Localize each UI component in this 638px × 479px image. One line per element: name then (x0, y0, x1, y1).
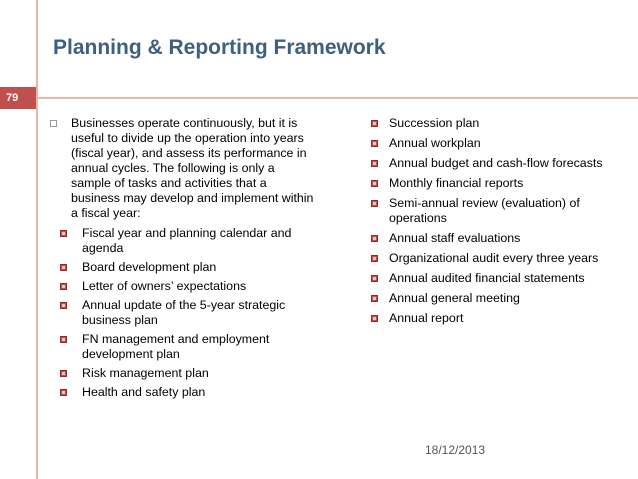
list-item-text: Letter of owners’ expectations (82, 279, 247, 293)
square-bullet-icon (371, 140, 378, 147)
square-bullet-icon (60, 370, 67, 377)
square-bullet-icon (371, 200, 378, 207)
horizontal-rule (36, 97, 638, 99)
list-item (60, 260, 314, 275)
list-item (371, 291, 633, 306)
list-item (60, 279, 314, 294)
square-bullet-icon (60, 389, 67, 396)
square-bullet-icon (60, 264, 67, 271)
list-item-text: Fiscal year and planning calendar and agenda (82, 226, 292, 255)
vertical-rule (36, 0, 38, 479)
slide-title: Planning & Reporting Framework (53, 36, 386, 59)
list-item-text: Risk management plan (82, 366, 209, 380)
list-item-text: Health and safety plan (82, 385, 206, 399)
list-item-text: Annual update of the 5-year strategic business plan (82, 298, 286, 327)
list-item (371, 271, 633, 286)
list-item (60, 385, 314, 400)
square-bullet-icon (371, 275, 378, 282)
square-bullet-icon (60, 336, 67, 343)
list-item-text: Annual staff evaluations (389, 231, 521, 245)
list-item-text: Monthly financial reports (389, 176, 524, 190)
square-bullet-icon (60, 230, 67, 237)
slide-date: 18/12/2013 (425, 443, 486, 457)
list-item-text: Annual budget and cash-flow forecasts (389, 156, 603, 170)
left-column (49, 116, 314, 404)
list-item (371, 231, 633, 246)
square-bullet-icon (371, 235, 378, 242)
right-column (371, 116, 633, 331)
list-item-text: Annual report (389, 311, 464, 325)
list-item (60, 332, 314, 362)
square-bullet-icon (60, 283, 67, 290)
list-item (371, 176, 633, 191)
square-bullet-icon (371, 295, 378, 302)
list-item (371, 156, 633, 171)
list-item-text: Annual audited financial statements (389, 271, 585, 285)
sub-list (49, 226, 314, 400)
list-item (60, 226, 314, 256)
list-item-text: Organizational audit every three years (389, 251, 599, 265)
list-item (371, 251, 633, 266)
list-item-text: FN management and employment development plan (82, 332, 270, 361)
list-item-text: Annual workplan (389, 136, 481, 150)
intro-text: Businesses operate continuously, but it is useful to divide up the operation into years (fiscal year), and assess its performance in annual cycles. The following is only a sample of tasks and activities that a business may develop and implement within a fiscal year: (71, 116, 314, 220)
list-item (60, 298, 314, 328)
list-item-text: Annual general meeting (389, 291, 520, 305)
list-item (371, 136, 633, 151)
square-bullet-icon (371, 120, 378, 127)
list-item-text: Board development plan (82, 260, 217, 274)
list-item-text: Succession plan (389, 116, 480, 130)
square-bullet-icon (371, 160, 378, 167)
list-item (371, 311, 633, 326)
page-number-badge: 79 (0, 87, 36, 109)
square-bullet-icon (371, 180, 378, 187)
square-bullet-icon (371, 315, 378, 322)
hollow-square-bullet-icon (50, 120, 57, 127)
list-item (371, 196, 633, 226)
list-item-text: Semi-annual review (evaluation) of operations (389, 196, 580, 225)
list-item (371, 116, 633, 131)
square-bullet-icon (60, 302, 67, 309)
intro-item (49, 116, 314, 221)
square-bullet-icon (371, 255, 378, 262)
list-item (60, 366, 314, 381)
